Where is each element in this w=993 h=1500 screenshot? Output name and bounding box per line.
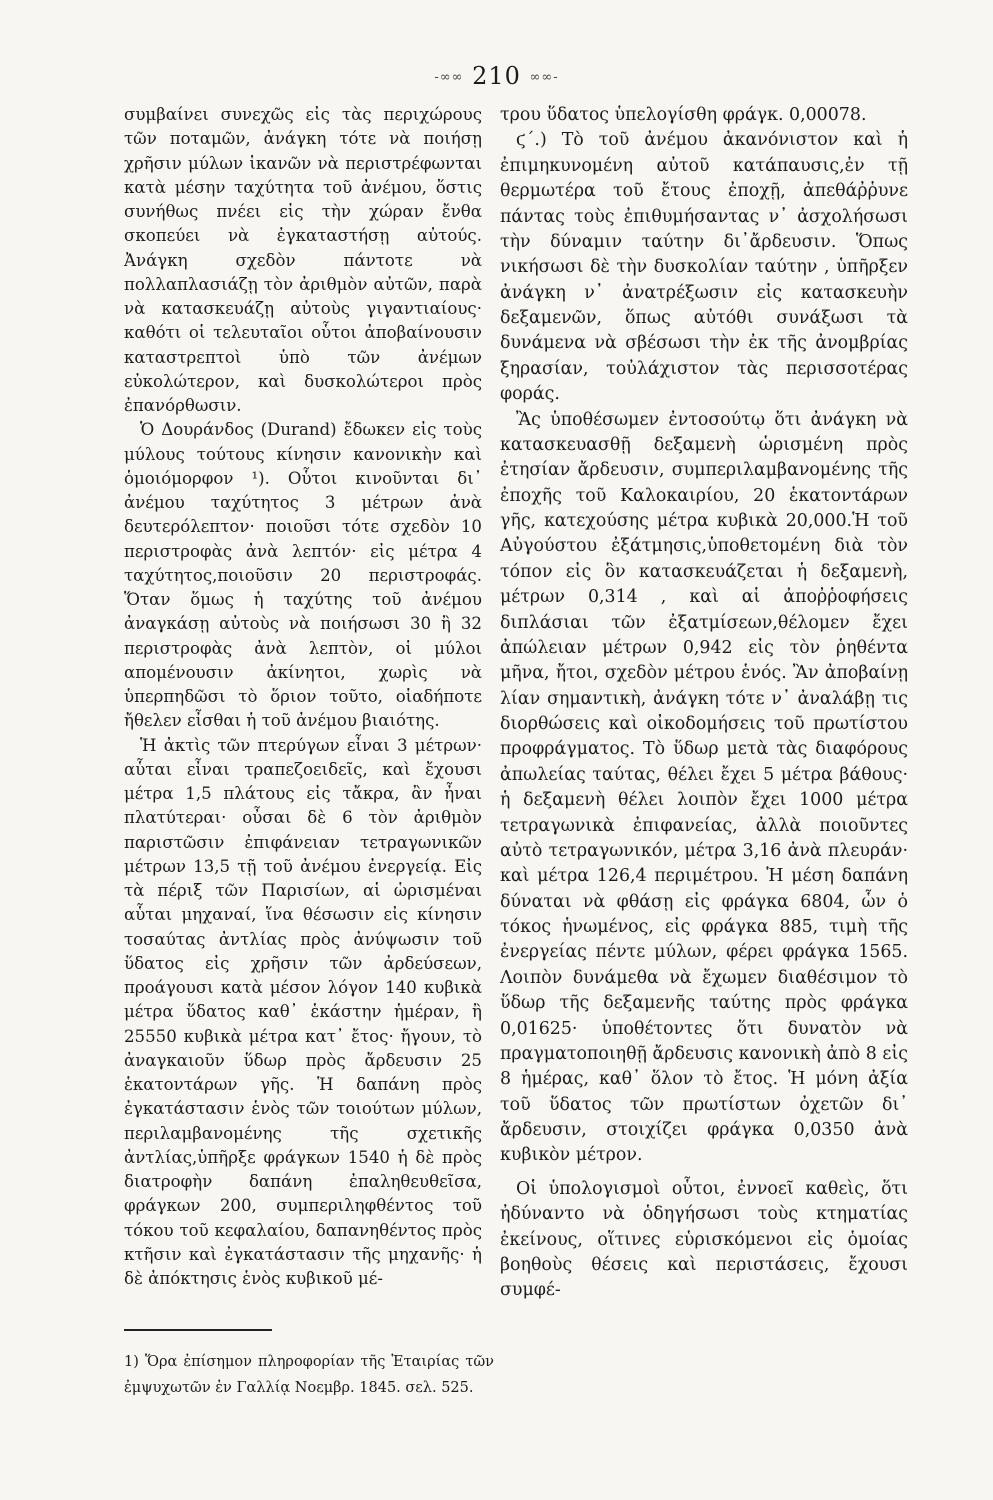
paragraph: ϛ΄.) Τὸ τοῦ ἀνέμου ἀκανόνιστον καὶ ἡ ἐπιμηκυνομένη αὐτοῦ κατάπαυσις,ἐν τῇ θερμωτέρα τοῦ ἔτους ἐποχῇ, ἀπεθάῤῥυνε πάντας τοὺς ἐπιθυμήσαντας ν᾽ ἀσχολήσωσι τὴν δύναμιν ταύτην δι᾽ἄρδευσιν. Ὅπως νικήσωσι δὲ τὴν δυσκολίαν ταύτην , ὑπῆρξεν ἀνάγκη ν᾽ ἀνατρέξωσιν εἰς κατασκευὴν δεξαμενῶν, ὅπως αὐτόθι συνάξωσι τὰ δυνάμενα νὰ σβέσωσι τὴν ἐκ τῆς ἀνομβρίας ξηρασίαν, τοὐλάχιστον τὰς περισσοτέρας φοράς.	[500, 130, 908, 405]
paragraph: συμβαίνει συνεχῶς εἰς τὰς περιχώρους τῶν ποταμῶν, ἀνάγκη τότε νὰ ποιήσῃ χρῆσιν μύλων ἱκανῶν νὰ περιστρέφωνται κατὰ μέσην ταχύτητα τοῦ ἀνέμου, ὅστις συνήθως πνέει εἰς τὴν χώραν ἔνθα σκοπεύει νὰ ἐγκαταστήσῃ αὐτούς. Ἀνάγκη σχεδὸν πάντοτε νὰ πολλαπλασιάζῃ τὸν ἀριθμὸν αὐτῶν, παρὰ νὰ κατασκευάζῃ αὐτοὺς γιγαντιαίους· καθότι οἱ τελευταῖοι οὗτοι ἀποβαίνουσιν καταστρεπτοὶ ὑπὸ τῶν ἀνέμων εὐκολώτερον, καὶ δυσκολώτεροι πρὸς ἐπανόρθωσιν.	[124, 105, 482, 415]
paragraph: Ὁ Δουράνδος (Durand) ἔδωκεν εἰς τοὺς μύλους τούτους κίνησιν κανονικὴν καὶ ὁμοιόμορφον ¹). Οὗτοι κινοῦνται δι᾽ ἀνέμου ταχύτητος 3 μέτρων ἀνὰ δευτερόλεπτον· ποιοῦσι τότε σχεδὸν 10 περιστροφὰς ἀνὰ λεπτόν· εἰς μέτρα 4 ταχύτητος,ποιοῦσιν 20 περιστροφάς. Ὅταν ὅμως ἡ ταχύτης τοῦ ἀνέμου ἀναγκάσῃ αὐτοὺς νὰ ποιήσωσι 30 ἢ 32 περιστροφὰς ἀνὰ λεπτὸν, οἱ μύλοι απομένουσιν ἀκίνητοι, χωρὶς νὰ ὑπερπηδῶσι τὸ ὅριον τοῦτο, οἱαδήποτε ἤθελεν εἶσθαι ἡ τοῦ ἀνέμου βιαιότης.	[124, 420, 482, 731]
ornament-right: ∞∞-	[529, 70, 559, 85]
paragraph: Ἂς ὑποθέσωμεν ἐντοσούτῳ ὅτι ἀνάγκη νὰ κατασκευασθῇ δεξαμενὴ ὡρισμένη πρὸς ἐτησίαν ἄρδευσιν, συμπεριλαμβανομένης τῆς ἐποχῆς τοῦ Καλοκαιρίου, 20 ἑκατοντάρων γῆς, κατεχούσης μέτρα κυβικὰ 20,000.Ἡ τοῦ Αὐγούστου ἐξάτμησις,ὑποθετομένη διὰ τὸν τόπον εἰς ὃν κατασκευάζεται ἡ δεξαμενὴ, μέτρων 0,314 , καὶ αἱ ἀποῤῥοφήσεις διπλάσιαι τῶν ἐξατμίσεων,θέλομεν ἔχει ἀπώλειαν μέτρων 0,942 εἰς τὸν ῥηθέντα μῆνα, ἤτοι, σχεδὸν μέτρου ἑνός. Ἂν ἀποβαίνῃ λίαν σημαντικὴ, ἀνάγκη τότε ν᾽ ἀναλάβῃ τις διορθώσεις καὶ οἰκοδομήσεις τοῦ πρωτίστου προφράγματος. Τὸ ὕδωρ μετὰ τὰς διαφόρους ἀπωλείας ταύτας, θέλει ἔχει 5 μέτρα βάθους· ἡ δεξαμενὴ θέλει λοιπὸν ἔχει 1000 μέτρα τετραγωνικὰ ἐπιφανείας, ἀλλὰ ποιοῦντες αὐτὸ τετραγωνικόν, μέτρα 3,16 ἀνὰ πλευράν· καὶ μέτρα 126,4 περιμέτρου. Ἡ μέση δαπάνη δύναται νὰ φθάσῃ εἰς φράγκα 6804, ὧν ὁ τόκος ἡνωμένος, εἰς φράγκα 885, τιμὴ τῆς ἐνεργείας πέντε μύλων, φέρει φράγκα 1565. Λοιπὸν δυνάμεθα νὰ ἔχωμεν διαθέσιμον τὸ ὕδωρ τῆς δεξαμενῆς ταύτης πρὸς φράγκα 0,01625· ὑποθέτοντες ὅτι δυνατὸν νὰ πραγματοποιηθῇ ἄρδευσις κανονικὴ ἀπὸ 8 εἰς 8 ἡμέρας, καθ᾽ ὅλον τὸ ἔτος. Ἡ μόνη ἀξία τοῦ ὕδατος τῶν πρωτίστων ὀχετῶν δι᾽ ἄρδευσιν, στοιχίζει φράγκα 0,0350 ἀνὰ κυβικὸν μέτρον.	[500, 409, 908, 1166]
footnote: 1) Ὅρα ἐπίσημον πληροφορίαν τῆς Ἑταιρίας τῶν ἐμψυχωτῶν ἐν Γαλλίᾳ Νοεμβρ. 1845. σελ. 525.	[124, 1354, 494, 1396]
right-column	[500, 103, 908, 1304]
left-column	[124, 103, 482, 1291]
paragraph: Ἡ ἀκτὶς τῶν πτερύγων εἶναι 3 μέτρων· αὗται εἶναι τραπεζοειδεῖς, καὶ ἔχουσι μέτρα 1,5 πλάτους εἰς τἄκρα, ἂν ἦναι πλατύτεραι· οὖσαι δὲ 6 τὸν ἀριθμὸν παριστῶσιν ἐπιφάνειαν τετραγωνικῶν μέτρων 13,5 τῇ τοῦ ἀνέμου ἐνεργείᾳ. Εἰς τὰ πέριξ τῶν Παρισίων, αἱ ὡρισμέναι αὗται μηχαναί, ἵνα θέσωσιν εἰς κίνησιν τοσαύτας ἀντλίας πρὸς ἀνύψωσιν τοῦ ὕδατος εἰς χρῆσιν τῶν ἀρδεύσεων, προάγουσι κατὰ μέσον λόγον 140 κυβικὰ μέτρα ὕδατος καθ᾽ ἑκάστην ἡμέραν, ἢ 25550 κυβικὰ μέτρα κατ᾽ ἔτος· ἤγουν, τὸ ἀναγκαιοῦν ὕδωρ πρὸς ἄρδευσιν 25 ἑκατοντάρων γῆς. Ἡ δαπάνη πρὸς ἐγκατάστασιν ἑνὸς τῶν τοιούτων μύλων, περιλαμβανομένης τῆς σχετικῆς ἀντλίας,ὑπῆρξε φράγκων 1540 ἡ δὲ πρὸς διατροφὴν δαπάνη ἐπαληθευθεῖσα, φράγκων 200, συμπεριληφθέντος τοῦ τόκου τοῦ κεφαλαίου, δαπανηθέντος πρὸς κτῆσιν καὶ ἐγκατάστασιν τῆς μηχανῆς· ἡ δὲ ἀπόκτησις ἑνὸς κυβικοῦ μέ-	[124, 735, 482, 1288]
page-header	[0, 62, 993, 90]
page-number: 210	[472, 62, 521, 90]
paragraph: Οἱ ὑπολογισμοὶ οὗτοι, ἐννοεῖ καθεὶς, ὅτι ἠδύναντο νὰ ὁδηγήσωσι τοὺς κτηματίας ἐκείνους, οἵτινες εὑρισκόμενοι εἰς ὁμοίας βοηθοὺς θέσεις καὶ περιστάσεις, ἔχουσι συμφέ-	[500, 1178, 908, 1301]
paragraph: τρου ὕδατος ὑπελογίσθη φράγκ. 0,00078.	[500, 105, 867, 125]
footnote-rule	[124, 1329, 272, 1331]
ornament-left: -∞∞	[434, 70, 464, 85]
